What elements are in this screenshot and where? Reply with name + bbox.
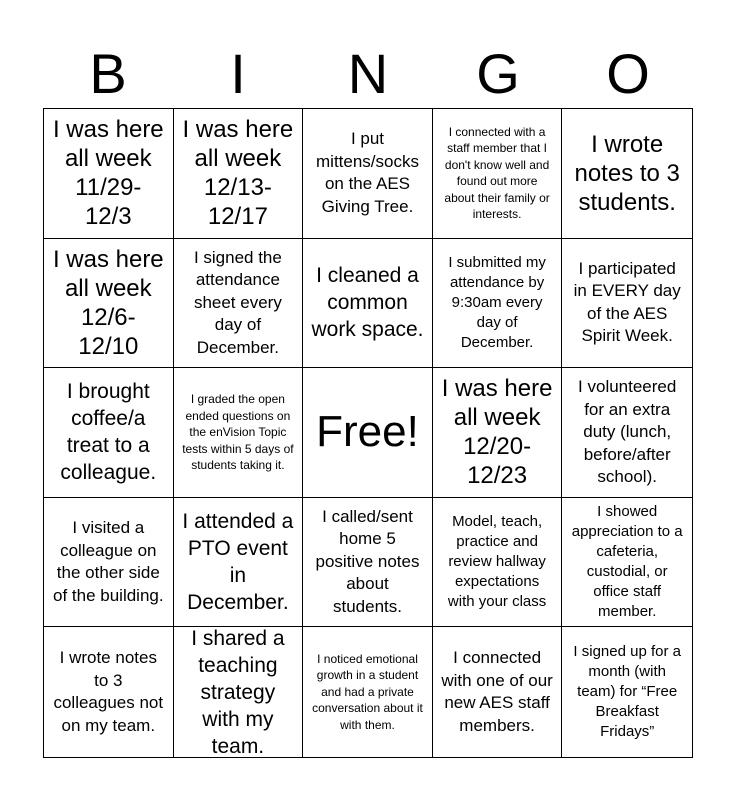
bingo-cell-text: I shared a teaching strategy with my team. <box>191 627 285 757</box>
bingo-cell-text: I was here all week 12/20-12/23 <box>441 375 553 490</box>
bingo-cell-b4[interactable] <box>44 498 174 628</box>
bingo-cell-text: I visited a colleague on the other side of the building. <box>53 518 164 605</box>
bingo-cell-text: I brought coffee/a treat to a colleague. <box>60 380 157 485</box>
bingo-header <box>43 40 693 108</box>
bingo-cell-text: I showed appreciation to a cafeteria, custodial, or office staff member. <box>571 503 683 621</box>
free-space-label: Free! <box>316 407 419 457</box>
bingo-cell-o2[interactable] <box>562 239 692 369</box>
bingo-cell-o1[interactable] <box>562 109 692 239</box>
bingo-cell-text: I was here all week 11/29-12/3 <box>52 116 164 231</box>
bingo-cell-n5[interactable] <box>303 627 433 757</box>
header-letter-i: I <box>230 42 246 105</box>
bingo-board <box>43 108 693 758</box>
bingo-cell-text: I connected with a staff member that I don't know well and found out more about their family or interests. <box>444 124 550 222</box>
bingo-cell-i4[interactable] <box>174 498 304 628</box>
bingo-cell-text: I connected with one of our new AES staff members. <box>441 648 553 735</box>
bingo-cell-text: I was here all week 12/6-12/10 <box>52 245 164 360</box>
bingo-cell-text: I was here all week 12/13-12/17 <box>182 116 294 231</box>
bingo-cell-i3[interactable] <box>174 368 304 498</box>
header-letter-b: B <box>89 42 127 105</box>
bingo-cell-text: Model, teach, practice and review hallway expectations with your class <box>447 513 547 611</box>
bingo-cell-text: I signed the attendance sheet every day of December. <box>193 247 282 357</box>
bingo-cell-g2[interactable] <box>433 239 563 369</box>
bingo-cell-n1[interactable] <box>303 109 433 239</box>
bingo-cell-b5[interactable] <box>44 627 174 757</box>
bingo-cell-text: I called/sent home 5 positive notes about students. <box>315 506 420 616</box>
bingo-cell-i5[interactable] <box>174 627 304 757</box>
bingo-cell-text: I cleaned a common work space. <box>311 264 424 342</box>
bingo-cell-g4[interactable] <box>433 498 563 628</box>
bingo-cell-text: I wrote notes to 3 students. <box>574 130 680 216</box>
bingo-cell-free[interactable] <box>303 368 433 498</box>
bingo-cell-o5[interactable] <box>562 627 692 757</box>
bingo-cell-n2[interactable] <box>303 239 433 369</box>
bingo-cell-text: I wrote notes to 3 colleagues not on my team. <box>53 648 164 735</box>
bingo-cell-b2[interactable] <box>44 239 174 369</box>
bingo-cell-i1[interactable] <box>174 109 304 239</box>
header-letter-n: N <box>347 42 389 105</box>
header-letter-g: G <box>476 42 520 105</box>
bingo-cell-text: I attended a PTO event in December. <box>182 510 294 615</box>
bingo-cell-g1[interactable] <box>433 109 563 239</box>
bingo-cell-n4[interactable] <box>303 498 433 628</box>
bingo-cell-g3[interactable] <box>433 368 563 498</box>
bingo-cell-text: I submitted my attendance by 9:30am every day of December. <box>448 253 546 351</box>
bingo-cell-text: I signed up for a month (with team) for “Free Breakfast Fridays” <box>573 643 681 741</box>
bingo-cell-text: I put mittens/socks on the AES Giving Tree. <box>316 129 419 216</box>
bingo-cell-text: I participated in EVERY day of the AES Spirit Week. <box>573 258 681 346</box>
bingo-cell-text: I volunteered for an extra duty (lunch, before/after school). <box>578 377 677 487</box>
bingo-cell-b1[interactable] <box>44 109 174 239</box>
bingo-cell-o3[interactable] <box>562 368 692 498</box>
bingo-cell-g5[interactable] <box>433 627 563 757</box>
bingo-cell-text: I noticed emotional growth in a student and had a private conversation about it with them. <box>312 651 423 732</box>
bingo-cell-i2[interactable] <box>174 239 304 369</box>
bingo-cell-b3[interactable] <box>44 368 174 498</box>
bingo-cell-text: I graded the open ended questions on the enVision Topic tests within 5 days of students taking it. <box>182 392 294 473</box>
bingo-cell-o4[interactable] <box>562 498 692 628</box>
header-letter-o: O <box>606 42 650 105</box>
